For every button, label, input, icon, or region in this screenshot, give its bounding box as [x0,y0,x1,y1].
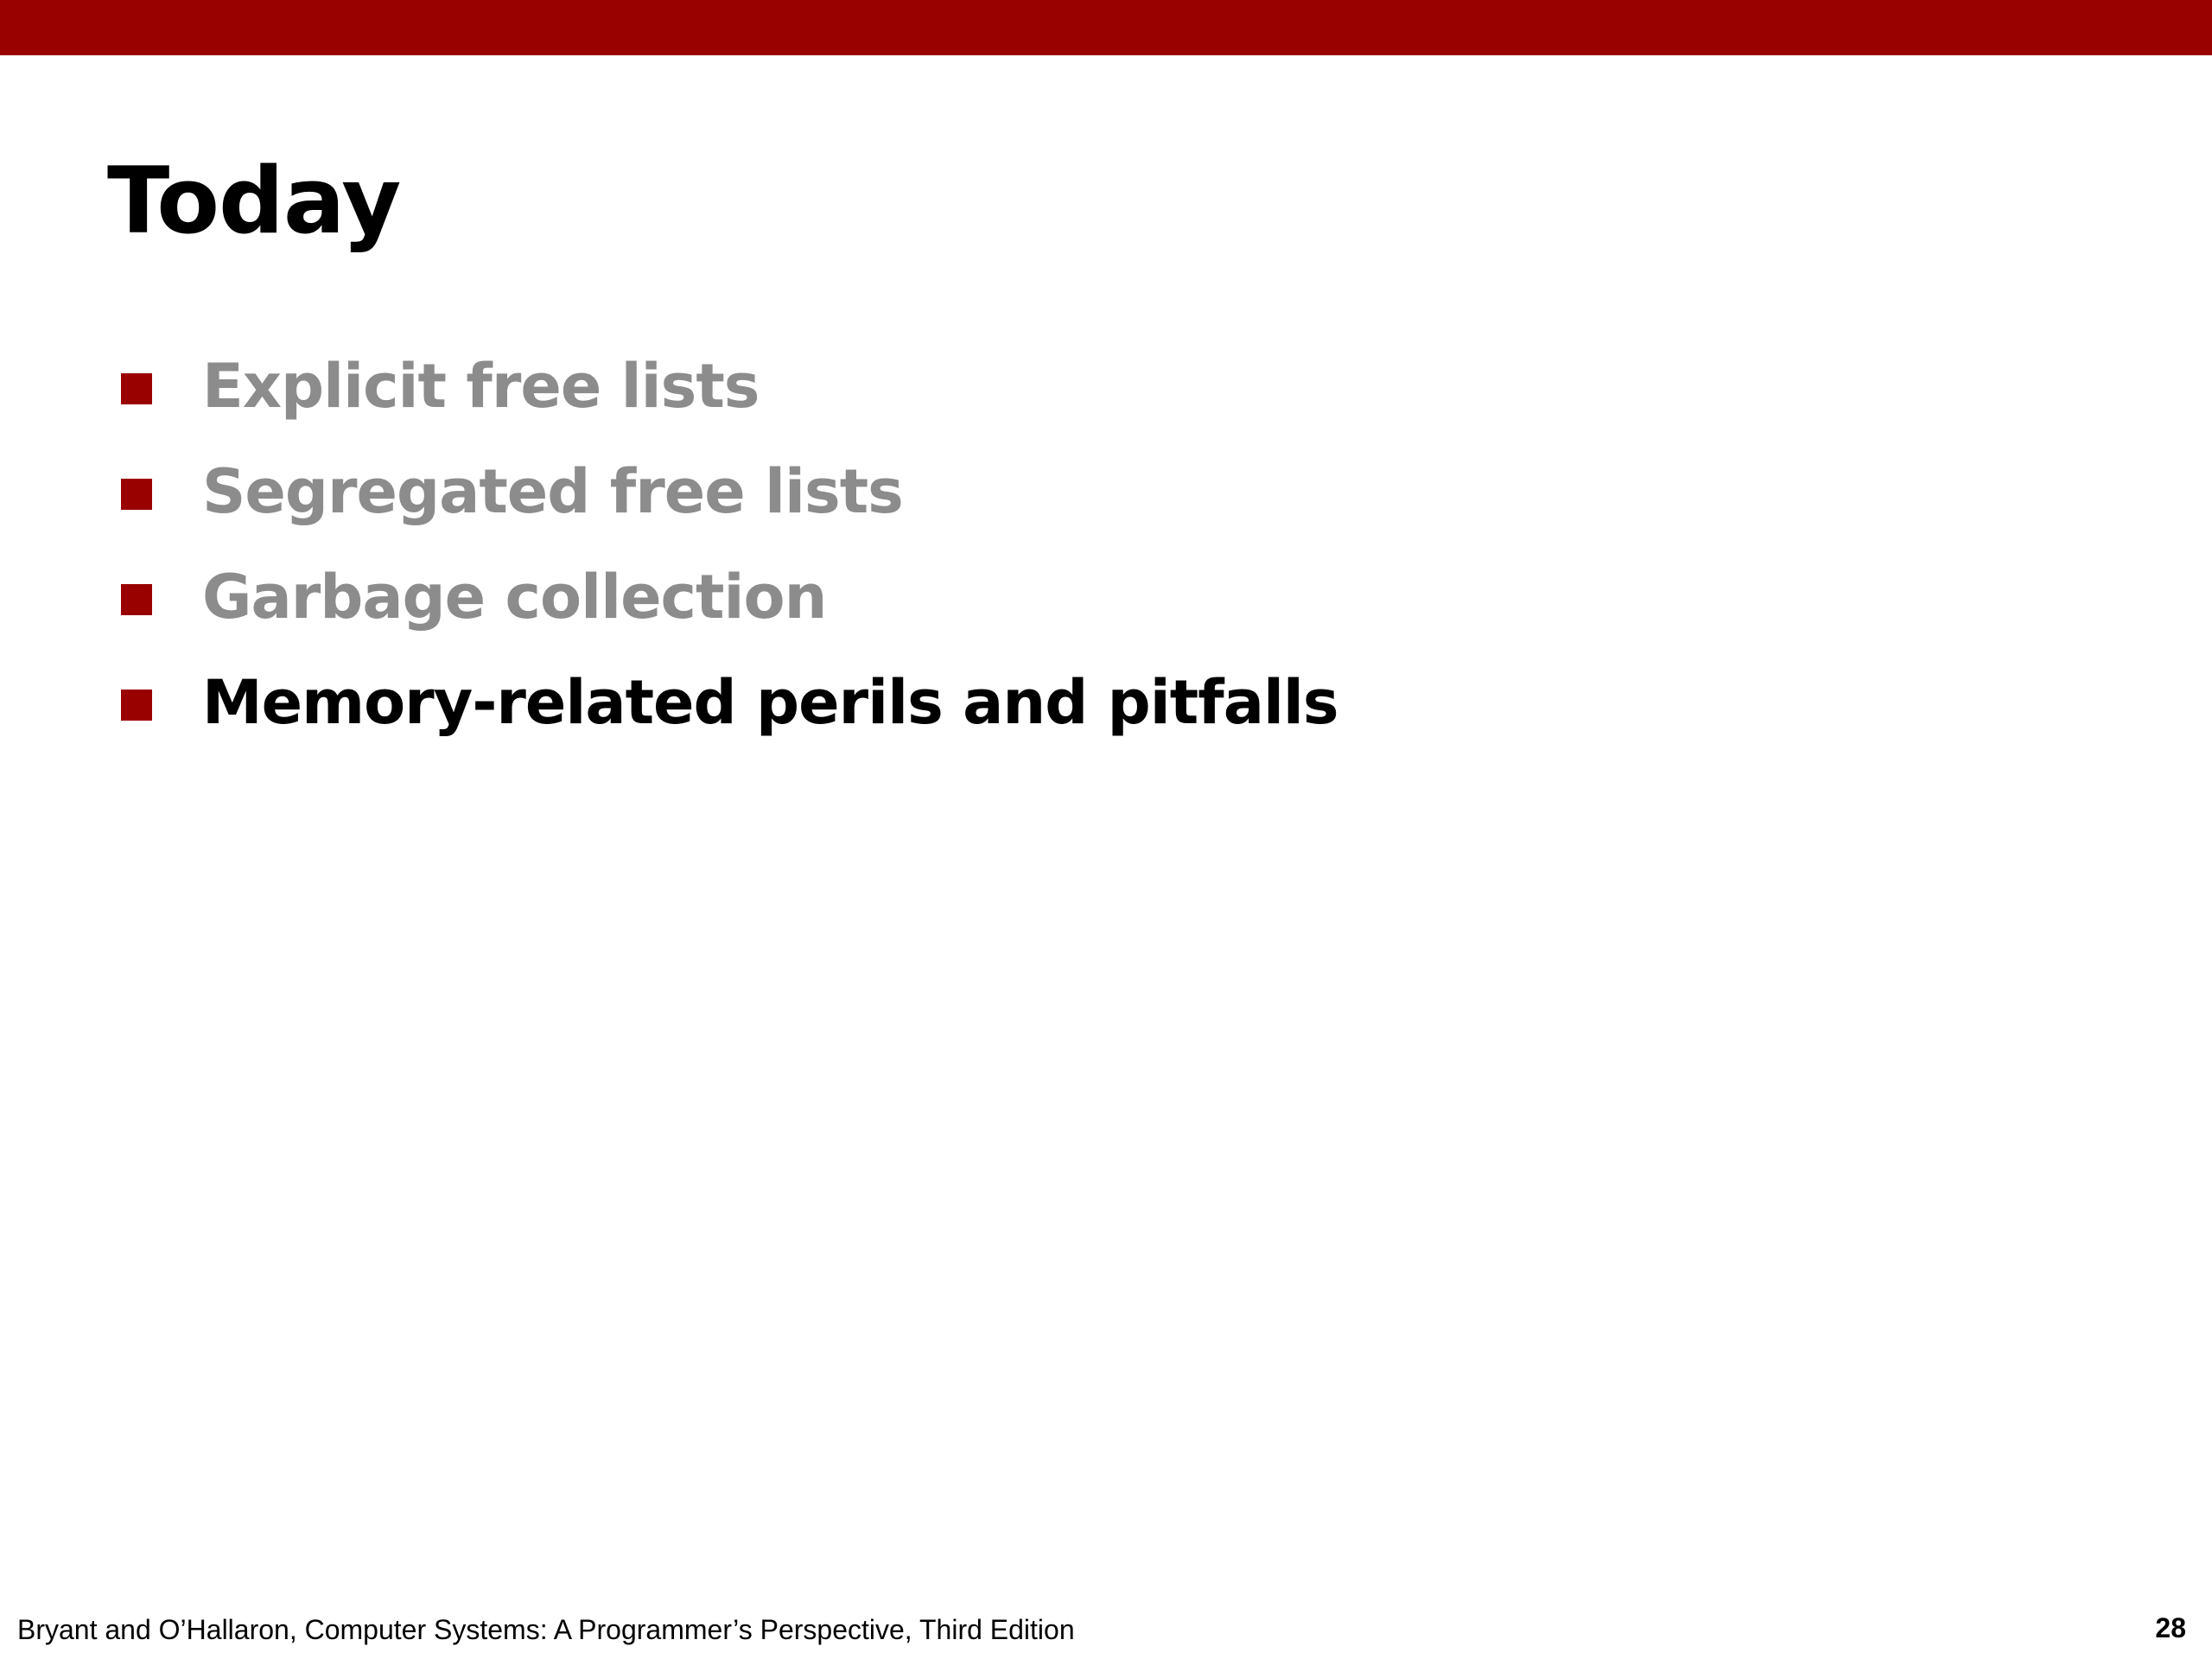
square-bullet-icon [121,479,152,510]
agenda-item-explicit-free-lists [121,334,1338,439]
agenda-item-memory-perils [121,650,1338,755]
agenda-item-label: Garbage collection [202,562,827,632]
page-number: 28 [2155,1612,2186,1643]
square-bullet-icon [121,373,152,404]
agenda-item-segregated-free-lists [121,439,1338,544]
slide-title: Today [107,148,401,254]
square-bullet-icon [121,690,152,721]
agenda-item-label: Explicit free lists [202,351,760,422]
agenda-list [121,334,1338,755]
footer-citation: Bryant and O’Hallaron, Computer Systems: A Programmer’s Perspective, Third Edition [17,1614,1075,1645]
square-bullet-icon [121,584,152,615]
agenda-item-label-current: Memory-related perils and pitfalls [202,667,1338,738]
agenda-item-garbage-collection [121,544,1338,650]
agenda-item-label: Segregated free lists [202,456,903,527]
header-accent-bar [0,0,2212,55]
